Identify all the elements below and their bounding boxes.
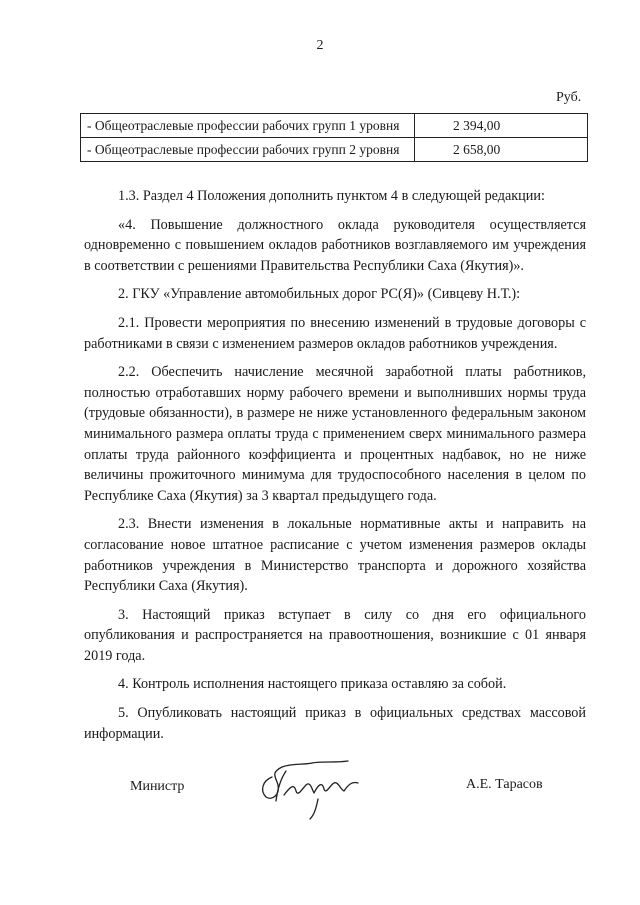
- paragraph-4: 4. Контроль исполнения настоящего приказа оставляю за собой.: [118, 676, 507, 693]
- table-cell-amount: 2 658,00: [415, 138, 588, 162]
- table-cell-label: - Общеотраслевые профессии рабочих групп 2 уровня: [81, 138, 415, 162]
- document-body: [84, 186, 586, 744]
- paragraph-3: 3. Настоящий приказ вступает в силу со дня его официального опубликования и распространяется на правоотношения, возникшие с 01 января 2019 года.: [84, 606, 586, 664]
- paragraph-2-3: 2.3. Внести изменения в локальные нормативные акты и направить на согласование новое штатное расписание с учетом изменения размеров оклады работников учреждения в Министерство транспорта и дорожного хозяйства Республики Саха (Якутия).: [84, 516, 586, 595]
- paragraph-5: 5. Опубликовать настоящий приказ в официальных средствах массовой информации.: [84, 705, 586, 742]
- salary-table: [80, 113, 588, 162]
- table-cell-label: - Общеотраслевые профессии рабочих групп 1 уровня: [81, 114, 415, 138]
- currency-label: Руб.: [556, 90, 582, 105]
- page-number: 2: [316, 38, 324, 53]
- paragraph-1-3-quote: «4. Повышение должностного оклада руководителя осуществляется одновременно с повышением окладов работников возглавляемого им учреждения в соответствии с решениями Правительства Республики Саха (Якутия)».: [84, 216, 586, 274]
- paragraph-2-1: 2.1. Провести мероприятия по внесению изменений в трудовые договоры с работниками в связи с изменением размеров окладов работников учреждения.: [84, 314, 586, 352]
- paragraph-1-3: 1.3. Раздел 4 Положения дополнить пунктом 4 в следующей редакции:: [118, 188, 545, 204]
- table-row: [81, 138, 588, 162]
- paragraph-2-2: 2.2. Обеспечить начисление месячной заработной платы работников, полностью отработавших норму рабочего времени и выполнивших нормы труда (трудовые обязанности), в размере не ниже установленного федеральным законом минимального размера оплаты труда с применением сверх минимального размера оплаты труда районного коэффициента и процентных надбавок, но не ниже величины прожиточного минимума для трудоспособного населения в целом по Республике Саха (Якутия) за 3 квартал предыдущего года.: [84, 364, 586, 504]
- table-row: [81, 114, 588, 138]
- handwritten-signature: [252, 755, 372, 825]
- signatory-title: Министр: [130, 779, 185, 794]
- table-cell-amount: 2 394,00: [415, 114, 588, 138]
- signature-block: [0, 765, 640, 835]
- signatory-name: А.Е. Тарасов: [466, 777, 543, 792]
- paragraph-2: 2. ГКУ «Управление автомобильных дорог РС(Я)» (Сивцеву Н.Т.):: [118, 286, 521, 303]
